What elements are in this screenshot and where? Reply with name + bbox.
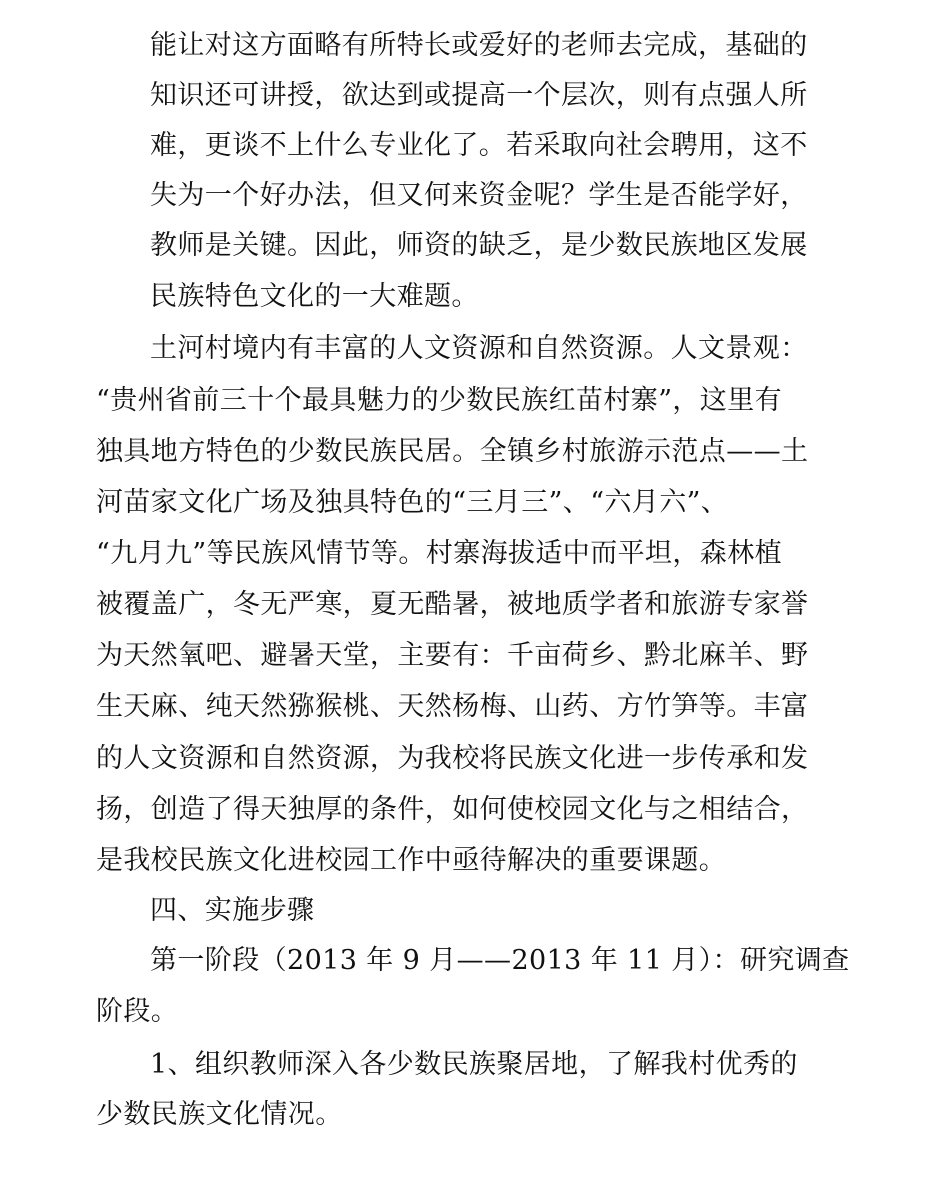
text-line: 是我校民族文化进校园工作中亟待解决的重要课题。 [96,845,727,876]
section-heading: 四、实施步骤 [150,895,315,926]
text-line: 知识还可讲授，欲达到或提高一个层次，则有点强人所 [150,80,808,111]
text-line: 生天麻、纯天然猕猴桃、天然杨梅、山药、方竹笋等。丰富 [96,691,809,722]
text-line: 失为一个好办法，但又何来资金呢？学生是否能学好， [150,180,808,211]
text-line: 被覆盖广，冬无严寒，夏无酷暑，被地质学者和旅游专家誉 [96,589,809,620]
text-line: 难，更谈不上什么专业化了。若采取向社会聘用，这不 [150,130,808,161]
text-line: “贵州省前三十个最具魅力的少数民族红苗村寨”，这里有 [96,385,783,416]
text-line: 土河村境内有丰富的人文资源和自然资源。人文景观： [150,333,808,364]
text-line: 教师是关键。因此，师资的缺乏，是少数民族地区发展 [150,230,808,261]
text-line: 扬，创造了得天独厚的条件，如何使校园文化与之相结合， [96,794,809,825]
text-line: 阶段。 [96,996,179,1027]
text-line: 能让对这方面略有所特长或爱好的老师去完成，基础的 [150,30,808,61]
text-line: 为天然氧吧、避暑天堂，主要有：千亩荷乡、黔北麻羊、野 [96,640,809,671]
text-line: 第一阶段（2013 年 9 月——2013 年 11 月）：研究调查 [150,945,850,976]
text-line: 1、组织教师深入各少数民族聚居地，了解我村优秀的 [150,1049,798,1080]
text-line: “九月九”等民族风情节等。村寨海拔适中而平坦，森林植 [96,538,783,569]
text-line: 民族特色文化的一大难题。 [150,281,479,312]
text-line: 独具地方特色的少数民族民居。全镇乡村旅游示范点——土 [96,436,809,467]
text-line: 的人文资源和自然资源，为我校将民族文化进一步传承和发 [96,743,809,774]
text-line: 河苗家文化广场及独具特色的“三月三”、“六月六”、 [96,487,729,518]
text-line: 少数民族文化情况。 [96,1099,343,1130]
